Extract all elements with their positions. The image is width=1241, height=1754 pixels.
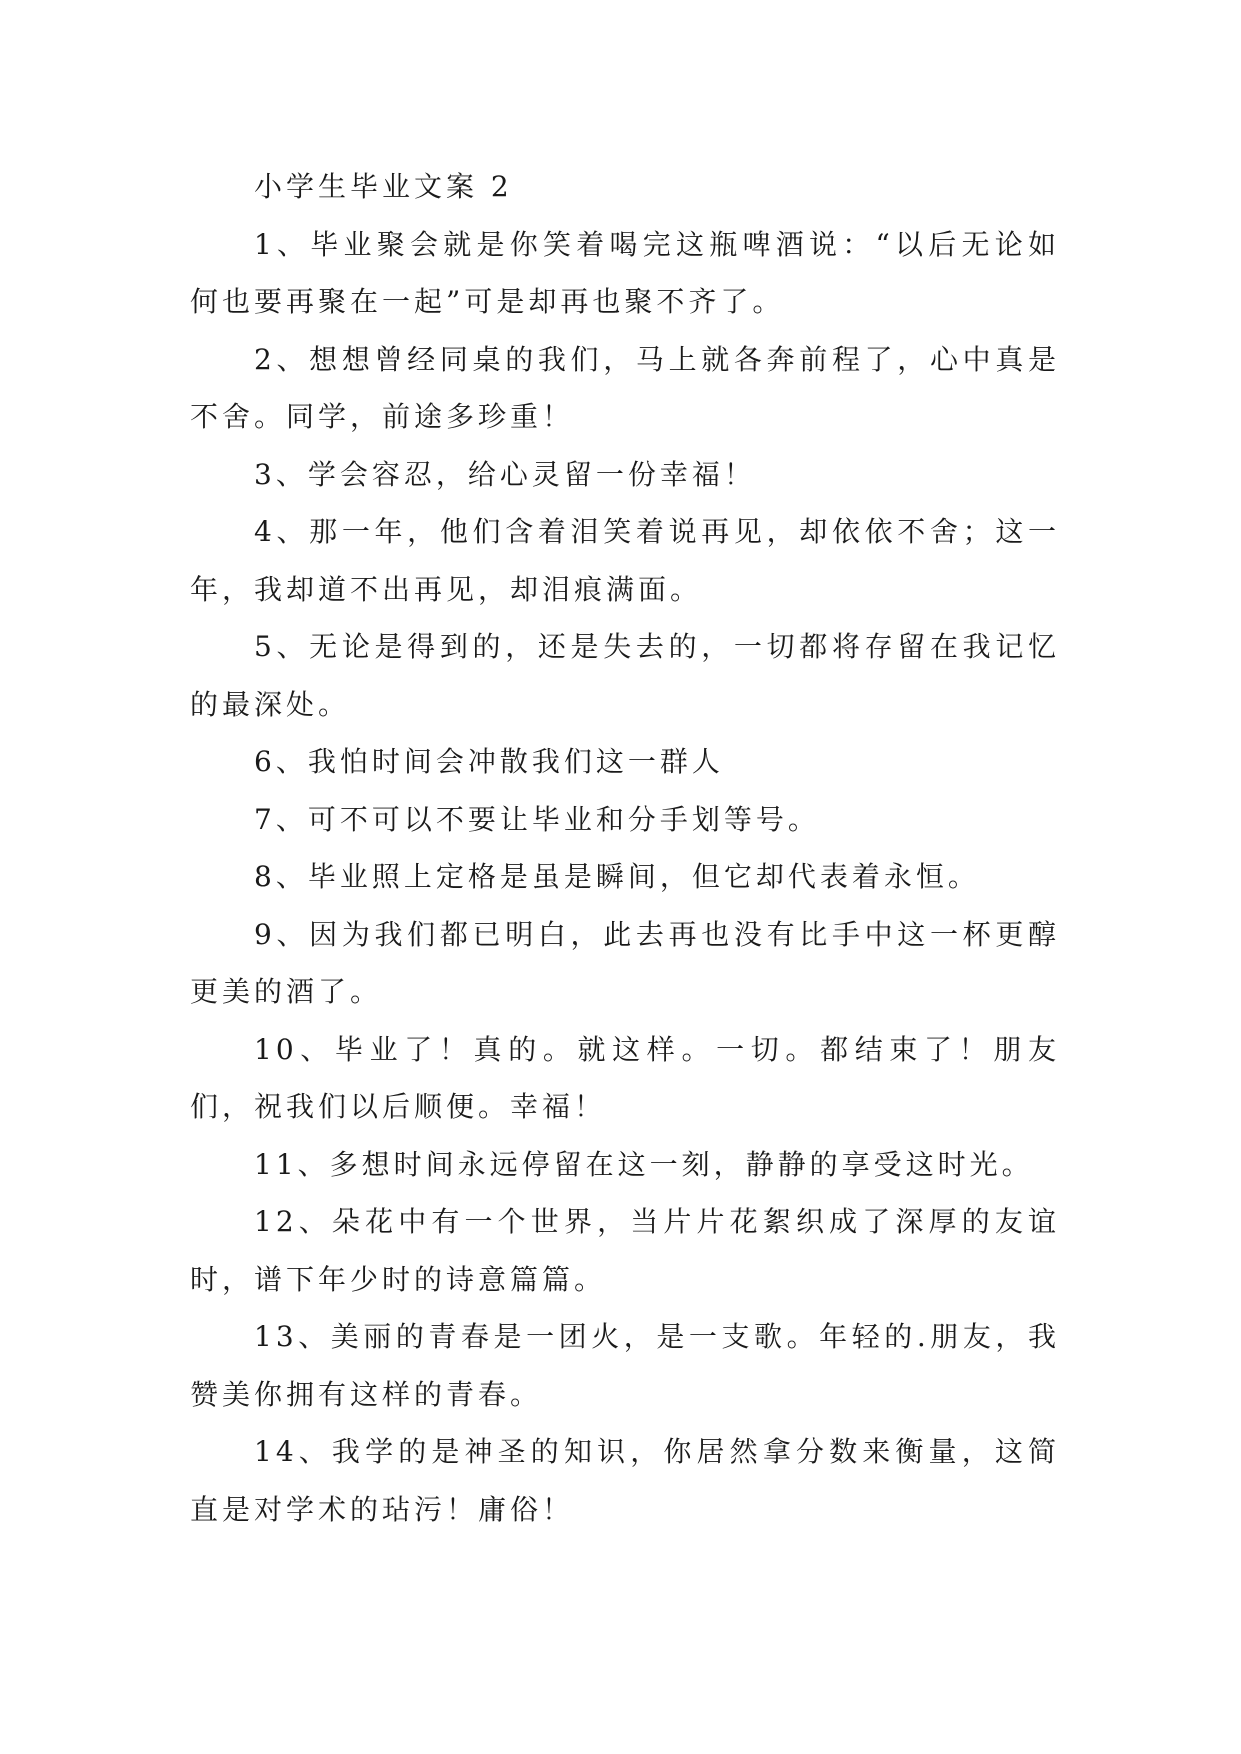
paragraph-11: 11、多想时间永远停留在这一刻，静静的享受这时光。 <box>254 1147 1034 1181</box>
paragraph-12: 12、朵花中有一个世界，当片片花絮织成了深厚的友谊时，谱下年少时的诗意篇篇。 <box>190 1205 1060 1296</box>
document-body <box>190 158 1060 1538</box>
paragraph-5: 5、无论是得到的，还是失去的，一切都将存留在我记忆的最深处。 <box>190 630 1060 721</box>
paragraph-10: 10、毕业了！真的。就这样。一切。都结束了！朋友们，祝我们以后顺便。幸福！ <box>190 1032 1060 1123</box>
paragraph-14: 14、我学的是神圣的知识，你居然拿分数来衡量，这简直是对学术的玷污！庸俗！ <box>190 1435 1060 1526</box>
paragraph-3: 3、学会容忍，给心灵留一份幸福！ <box>254 457 756 491</box>
paragraph-8: 8、毕业照上定格是虽是瞬间，但它却代表着永恒。 <box>254 860 980 893</box>
paragraph-1: 1、毕业聚会就是你笑着喝完这瓶啤酒说：“以后无论如何也要再聚在一起”可是却再也聚不齐了。 <box>190 227 1060 318</box>
paragraph-4: 4、那一年，他们含着泪笑着说再见，却依依不舍；这一年，我却道不出再见，却泪痕满面。 <box>190 515 1060 606</box>
paragraph-7: 7、可不可以不要让毕业和分手划等号。 <box>254 802 820 836</box>
paragraph-13: 13、美丽的青春是一团火，是一支歌。年轻的.朋友，我赞美你拥有这样的青春。 <box>190 1320 1060 1411</box>
paragraph-2: 2、想想曾经同桌的我们，马上就各奔前程了，心中真是不舍。同学，前途多珍重！ <box>190 342 1060 433</box>
paragraph-9: 9、因为我们都已明白，此去再也没有比手中这一杯更醇更美的酒了。 <box>190 917 1060 1008</box>
paragraph-6: 6、我怕时间会冲散我们这一群人 <box>254 745 724 778</box>
document-title: 小学生毕业文案 2 <box>254 170 513 203</box>
